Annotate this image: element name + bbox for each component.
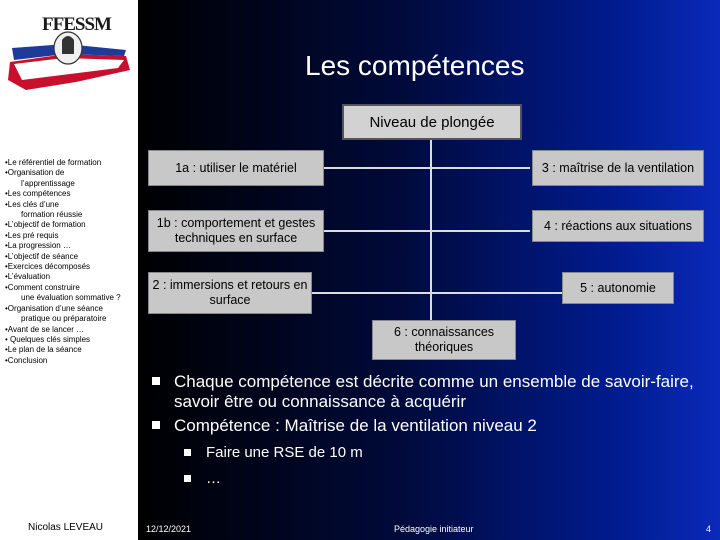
toc-item: •L’objectif de séance [5, 251, 79, 261]
bullet-square-icon [184, 449, 191, 456]
logo-text: FFESSM [42, 14, 111, 35]
competence-box-3: 3 : maîtrise de la ventilation [532, 150, 704, 186]
toc-item: formation réussie [21, 210, 83, 220]
bullet-text: Compétence : Maîtrise de la ventilation niveau 2 [174, 416, 537, 435]
sub-bullet-item [148, 470, 708, 488]
toc-item: •Exercices décomposés [5, 262, 91, 272]
ffessm-logo [6, 4, 130, 104]
toc-item: •L’évaluation [5, 272, 51, 282]
toc-item: •Organisation de [5, 168, 65, 178]
toc-item: •Organisation d’une séance [5, 303, 103, 313]
competence-box-1b: 1b : comportement et gestes techniques en surface [148, 210, 324, 252]
footer-page-number: 4 [706, 524, 712, 534]
toc-item: une évaluation sommative ? [21, 293, 121, 303]
table-of-contents [5, 158, 137, 366]
toc-item: • Quelques clés simples [5, 334, 91, 344]
connector-line [312, 292, 562, 294]
toc-item: •Conclusion [5, 355, 48, 365]
bullet-square-icon [152, 421, 160, 429]
footer-author: Nicolas LEVEAU [28, 522, 104, 533]
toc-item: •La progression … [5, 241, 71, 251]
bullet-square-icon [152, 377, 160, 385]
toc-item: •Comment construire [5, 282, 80, 292]
competence-box-1a: 1a : utiliser le matériel [148, 150, 324, 186]
bullet-text: Chaque compétence est décrite comme un ensemble de savoir-faire, savoir être ou connaissance à acquérir [174, 372, 694, 411]
toc-item: •Les clés d’une [5, 199, 59, 209]
toc-item: •Le référentiel de formation [5, 158, 102, 167]
sub-bullet-text: … [206, 470, 221, 487]
toc-item: pratique ou préparatoire [21, 314, 107, 324]
toc-item: l’apprentissage [21, 178, 75, 188]
competence-box-4: 4 : réactions aux situations [532, 210, 704, 242]
competence-box-5: 5 : autonomie [562, 272, 674, 304]
bullet-square-icon [184, 475, 191, 482]
toc-item: •Les pré requis [5, 230, 59, 240]
bullet-item [148, 416, 708, 436]
footer-date: 12/12/2021 [146, 524, 192, 534]
footer-subject: Pédagogie initiateur [394, 524, 474, 534]
header-box-niveau: Niveau de plongée [342, 104, 522, 140]
sub-bullet-item [148, 444, 708, 462]
left-sidebar [0, 0, 138, 540]
connector-line [324, 167, 530, 169]
toc-item: •L’objectif de formation [5, 220, 86, 230]
connector-line [324, 230, 530, 232]
toc-item: •Les compétences [5, 189, 71, 199]
bullet-item [148, 372, 708, 412]
slide-title: Les compétences [305, 50, 525, 81]
bullet-list [148, 372, 708, 488]
competence-box-2: 2 : immersions et retours en surface [148, 272, 312, 314]
sub-bullet-text: Faire une RSE de 10 m [206, 444, 363, 461]
toc-item: •Le plan de la séance [5, 345, 82, 355]
competence-box-6: 6 : connaissances théoriques [372, 320, 516, 360]
toc-item: •Avant de se lancer … [5, 324, 85, 334]
